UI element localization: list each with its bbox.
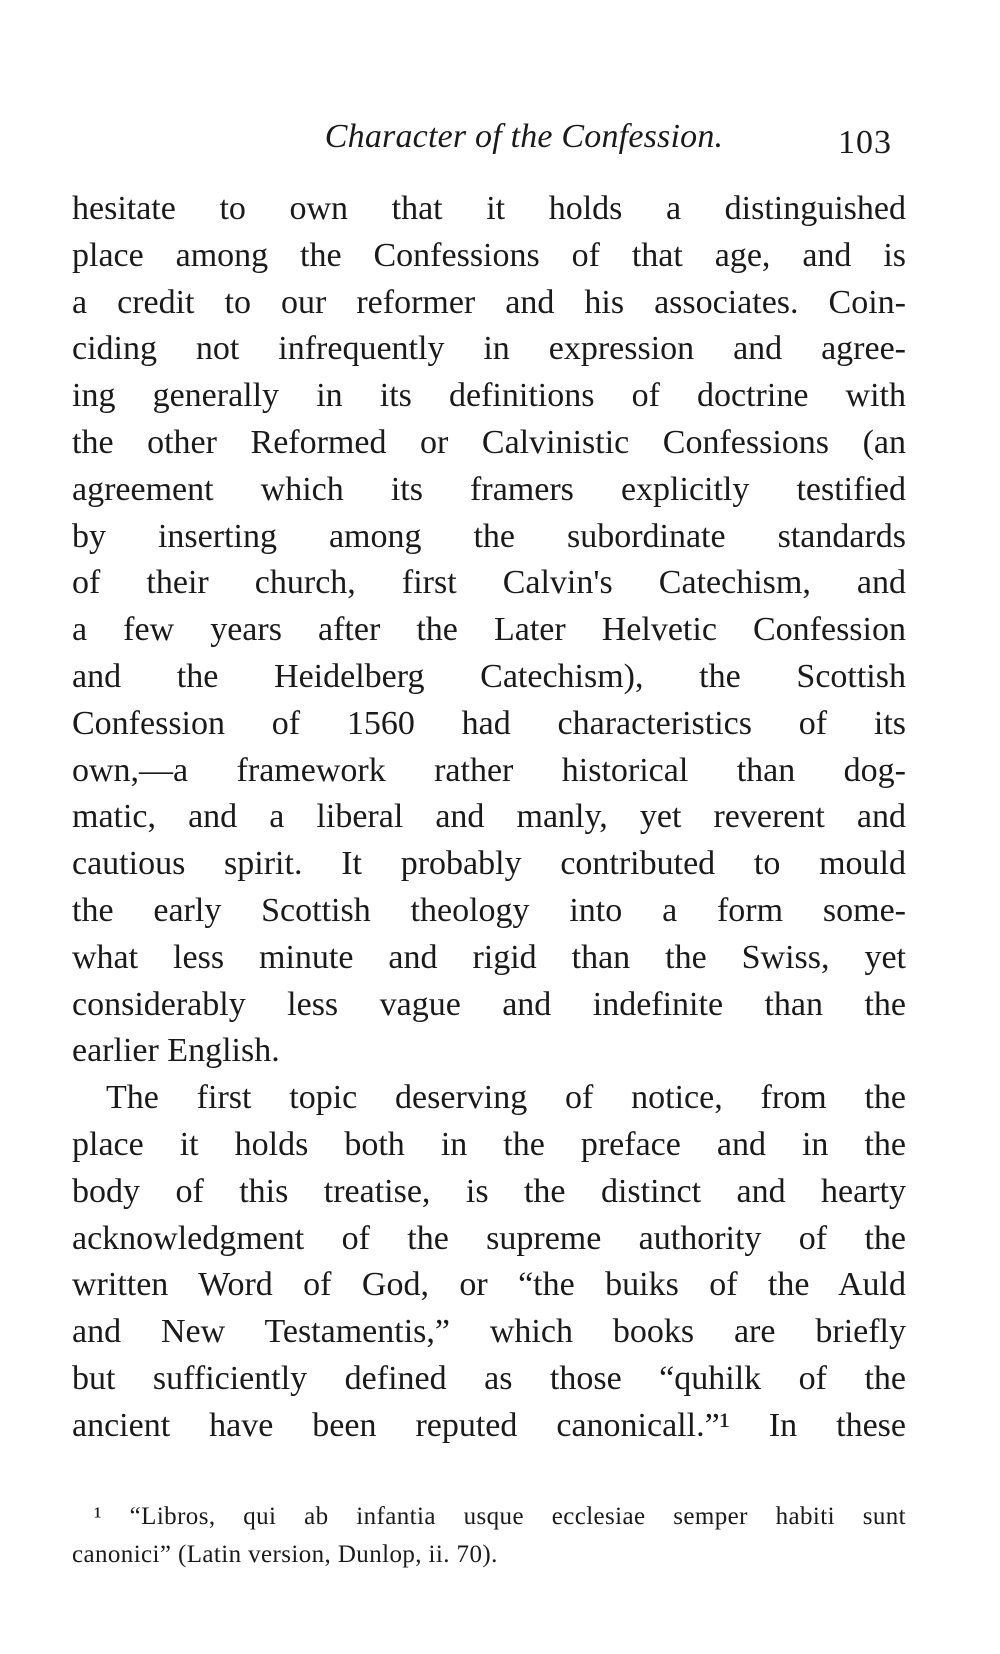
page-number: 103 (838, 124, 892, 161)
text-line: the early Scottish theology into a form some- (72, 891, 906, 929)
text-line: but sufficiently defined as those “quhilk of the (72, 1359, 906, 1397)
text-line: by inserting among the subordinate standards (72, 517, 906, 555)
footnotes (72, 1498, 906, 1574)
text-line: and the Heidelberg Catechism), the Scottish (72, 657, 906, 695)
text-line: place it holds both in the preface and in the (72, 1125, 906, 1163)
text-line: own,—a framework rather historical than dog- (72, 751, 906, 789)
text-line: the other Reformed or Calvinistic Confessions (an (72, 423, 906, 461)
text-line: Confession of 1560 had characteristics of its (72, 704, 906, 742)
text-line: ancient have been reputed canonicall.”¹ In these (72, 1406, 906, 1444)
running-title: Character of the Confession. (324, 118, 724, 155)
text-line: place among the Confessions of that age, and is (72, 236, 906, 274)
text-line: what less minute and rigid than the Swiss, yet (72, 938, 906, 976)
text-line: ing generally in its definitions of doctrine with (72, 377, 906, 415)
text-line: of their church, first Calvin's Catechism, and (72, 564, 906, 602)
text-line: a few years after the Later Helvetic Confession (72, 611, 906, 649)
text-line: cautious spirit. It probably contributed to mould (72, 845, 906, 883)
footnote-line: ¹ “Libros, qui ab infantia usque ecclesiae semper habiti sunt (94, 1503, 906, 1530)
text-line: matic, and a liberal and manly, yet reverent and (72, 798, 906, 836)
paragraph-1 (72, 186, 906, 1075)
text-line: hesitate to own that it holds a distinguished (72, 190, 906, 227)
text-line: and New Testamentis,” which books are briefly (72, 1313, 906, 1351)
running-head (72, 118, 906, 170)
body-text (72, 186, 906, 1450)
text-line: considerably less vague and indefinite than the (72, 985, 906, 1023)
text-line: written Word of God, or “the buiks of the Auld (72, 1266, 906, 1304)
footnote-line: canonici” (Latin version, Dunlop, ii. 70). (72, 1541, 498, 1568)
text-line: ciding not infrequently in expression and agree- (72, 330, 906, 368)
text-line: acknowledgment of the supreme authority of the (72, 1219, 906, 1257)
text-line: The first topic deserving of notice, from the (106, 1079, 906, 1117)
text-line: a credit to our reformer and his associates. Coin- (72, 283, 906, 321)
paragraph-2 (72, 1075, 906, 1449)
text-line: agreement which its framers explicitly testified (72, 470, 906, 508)
text-line: body of this treatise, is the distinct and hearty (72, 1172, 906, 1210)
text-line: earlier English. (72, 1032, 280, 1070)
